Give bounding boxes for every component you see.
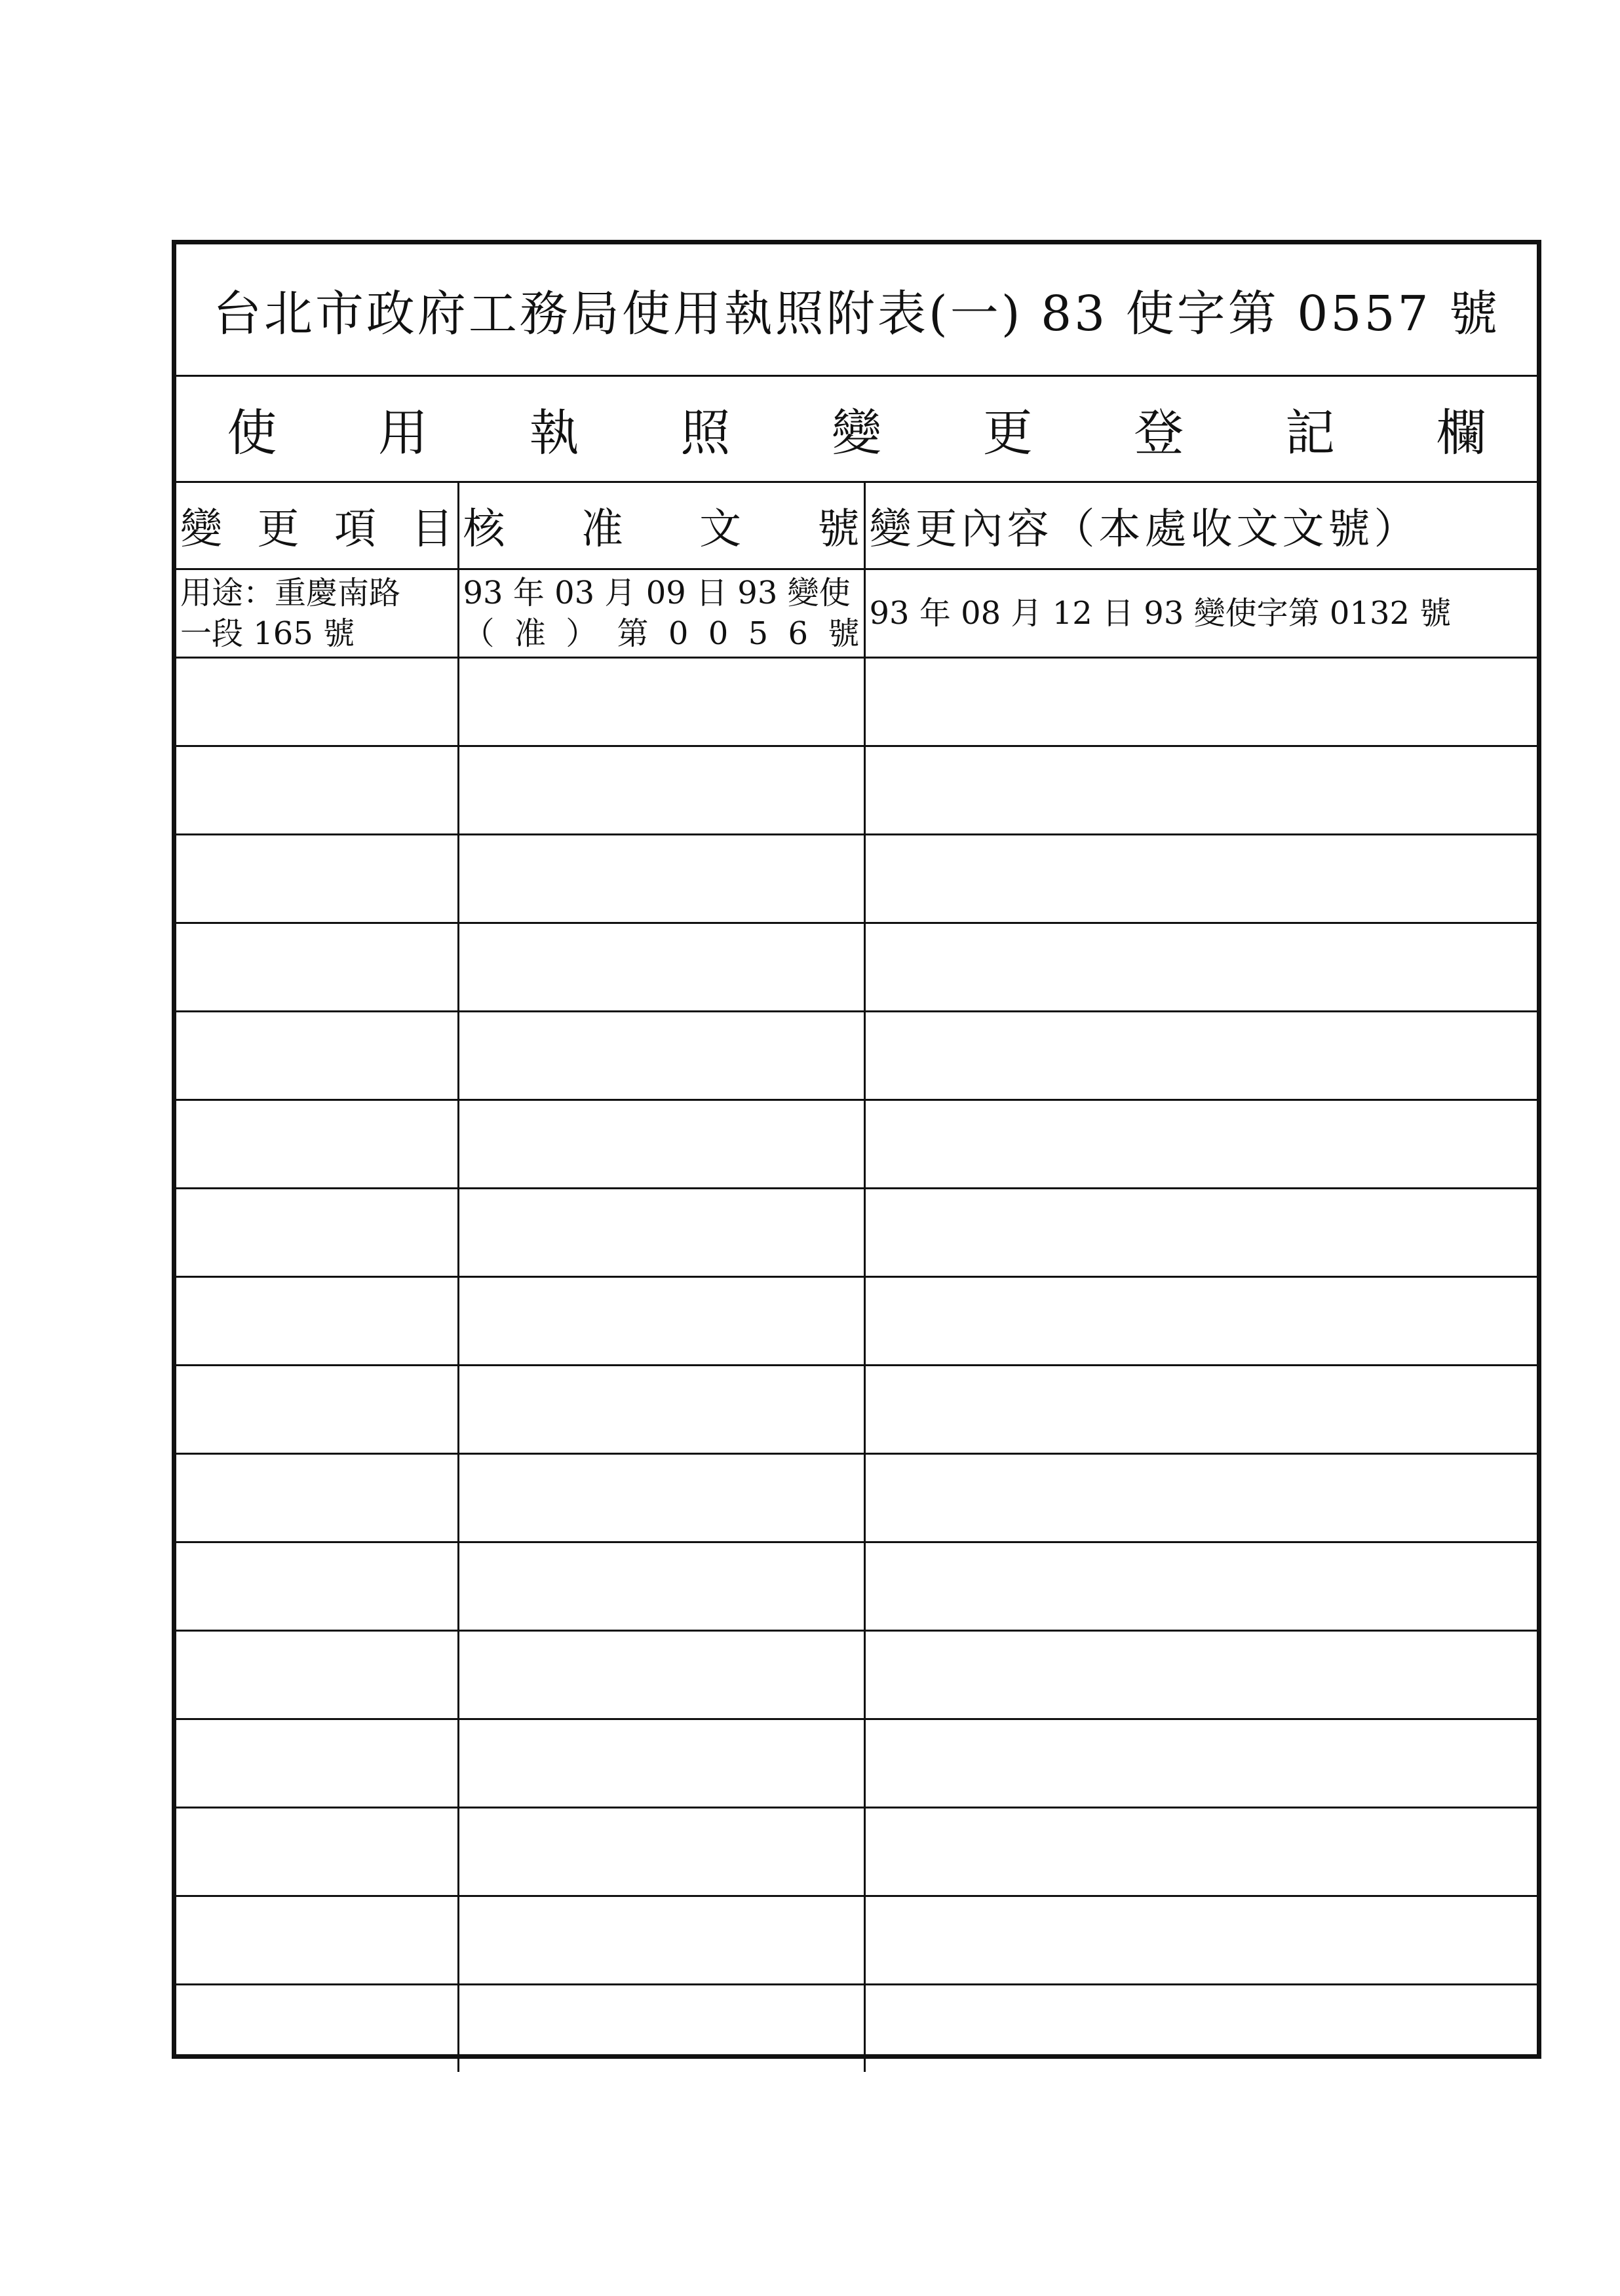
subtitle-char: 使	[227, 404, 277, 462]
cell-approval	[458, 1277, 864, 1366]
cell-item	[176, 1189, 458, 1277]
cell-content	[864, 1012, 1537, 1100]
table-row	[176, 1542, 1537, 1631]
table-row	[176, 835, 1537, 923]
approval-char: 准	[514, 615, 546, 652]
approval-char: （	[463, 615, 495, 652]
table-row	[176, 923, 1537, 1012]
table-row	[176, 1100, 1537, 1189]
header-char: 變	[180, 505, 222, 554]
cell-approval	[458, 1189, 864, 1277]
cell-item	[176, 1631, 458, 1719]
cell-content	[864, 1985, 1537, 2073]
change-table	[176, 483, 1537, 2072]
cell-content	[864, 1366, 1537, 1454]
cell-item	[176, 746, 458, 835]
table-row	[176, 1719, 1537, 1808]
subtitle-char: 執	[529, 404, 579, 462]
header-item	[176, 483, 458, 569]
subtitle-char: 記	[1285, 404, 1336, 462]
subtitle-char: 變	[832, 404, 882, 462]
cell-approval	[458, 1631, 864, 1719]
subtitle-char: 登	[1134, 404, 1184, 462]
cell-content	[864, 1808, 1537, 1896]
content-line: 93 年 08 月 12 日 93 變使字第 0132 號	[869, 595, 1452, 632]
cell-approval	[458, 1366, 864, 1454]
cell-item	[176, 1100, 458, 1189]
cell-approval	[458, 1896, 864, 1985]
table-row	[176, 1189, 1537, 1277]
approval-char: 第	[617, 615, 649, 652]
cell-item	[176, 1985, 458, 2073]
cell-content	[864, 1896, 1537, 1985]
subtitle-row	[176, 377, 1537, 483]
table-row	[176, 1366, 1537, 1454]
cell-item	[176, 923, 458, 1012]
cell-approval	[458, 658, 864, 746]
cell-approval	[458, 1454, 864, 1542]
table-row	[176, 1985, 1537, 2073]
table-row	[176, 1277, 1537, 1366]
header-content-label: 變更內容（本處收文文號）	[869, 505, 1420, 554]
header-char: 准	[581, 505, 623, 554]
approval-line-2	[463, 613, 860, 654]
header-char: 文	[699, 505, 742, 554]
cell-approval	[458, 1985, 864, 2073]
cell-item	[176, 1454, 458, 1542]
cell-content	[864, 923, 1537, 1012]
header-row	[176, 483, 1537, 569]
item-line-2: 一段 165 號	[180, 615, 355, 652]
cell-item	[176, 569, 458, 658]
cell-content	[864, 658, 1537, 746]
cell-content	[864, 1454, 1537, 1542]
cell-approval	[458, 923, 864, 1012]
subtitle-char: 欄	[1436, 404, 1486, 462]
cell-approval	[458, 1719, 864, 1808]
cell-content	[864, 569, 1537, 658]
approval-char: 0	[668, 615, 689, 652]
cell-approval	[458, 746, 864, 835]
table-row	[176, 569, 1537, 658]
approval-char: 5	[748, 615, 769, 652]
subtitle-char: 用	[378, 404, 428, 462]
cell-item	[176, 1366, 458, 1454]
cell-approval	[458, 1012, 864, 1100]
table-row	[176, 1454, 1537, 1542]
table-row	[176, 658, 1537, 746]
approval-char: 號	[828, 615, 860, 652]
header-approval	[458, 483, 864, 569]
cell-item	[176, 658, 458, 746]
item-line-1: 用途：重慶南路	[180, 575, 401, 611]
cell-item	[176, 1808, 458, 1896]
approval-char: 0	[708, 615, 729, 652]
approval-line-1: 93 年 03 月 09 日 93 變使	[463, 575, 851, 611]
header-char: 更	[257, 505, 299, 554]
cell-item	[176, 1277, 458, 1366]
cell-approval	[458, 1100, 864, 1189]
cell-approval	[458, 835, 864, 923]
table-row	[176, 746, 1537, 835]
form-title: 台北市政府工務局使用執照附表(一) 83 使字第 0557 號	[212, 285, 1501, 342]
cell-content	[864, 1100, 1537, 1189]
approval-char: ）	[566, 615, 598, 652]
cell-item	[176, 1542, 458, 1631]
cell-content	[864, 1189, 1537, 1277]
cell-approval	[458, 1808, 864, 1896]
header-char: 核	[463, 505, 505, 554]
cell-content	[864, 1719, 1537, 1808]
title-row	[176, 244, 1537, 377]
cell-content	[864, 1277, 1537, 1366]
cell-approval	[458, 569, 864, 658]
cell-item	[176, 1012, 458, 1100]
cell-content	[864, 1631, 1537, 1719]
subtitle-char: 照	[680, 404, 731, 462]
cell-content	[864, 746, 1537, 835]
cell-content	[864, 1542, 1537, 1631]
cell-item	[176, 1896, 458, 1985]
approval-char: 6	[788, 615, 809, 652]
cell-item	[176, 835, 458, 923]
cell-content	[864, 835, 1537, 923]
header-char: 號	[817, 505, 860, 554]
header-char: 項	[334, 505, 376, 554]
header-content	[864, 483, 1537, 569]
header-char: 目	[411, 505, 453, 554]
table-row	[176, 1808, 1537, 1896]
table-row	[176, 1631, 1537, 1719]
subtitle-char: 更	[982, 404, 1033, 462]
table-row	[176, 1012, 1537, 1100]
cell-approval	[458, 1542, 864, 1631]
registration-form	[172, 240, 1541, 2059]
cell-item	[176, 1719, 458, 1808]
table-row	[176, 1896, 1537, 1985]
